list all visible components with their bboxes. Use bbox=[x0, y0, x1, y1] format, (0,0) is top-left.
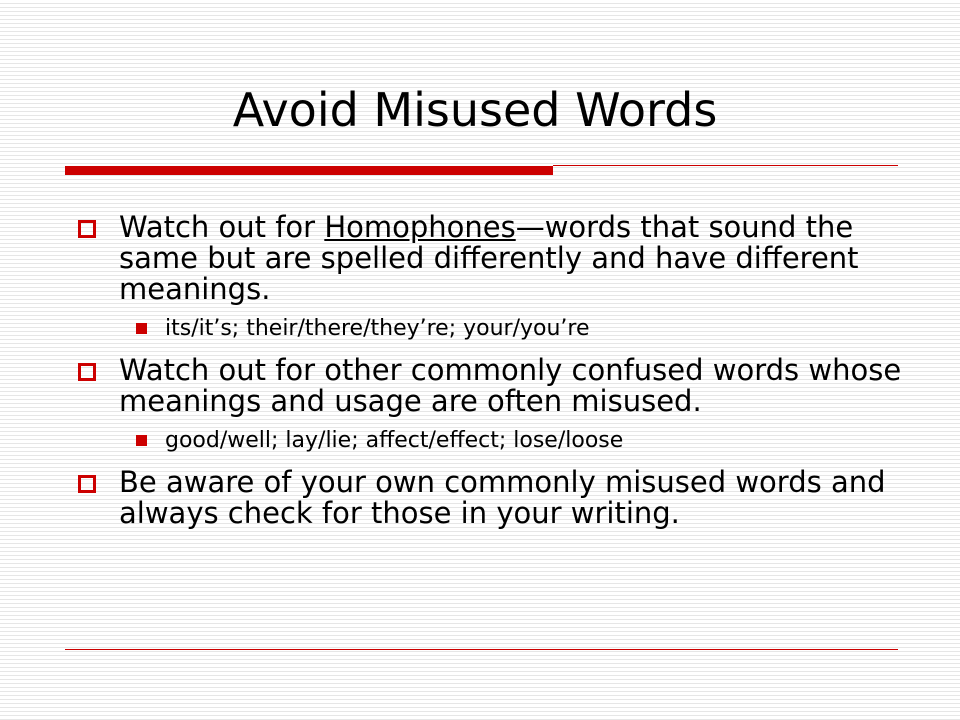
hollow-square-bullet-icon bbox=[78, 363, 96, 381]
filled-square-bullet-icon bbox=[136, 323, 147, 334]
sub-bullet-text: good/well; lay/lie; affect/effect; lose/loose bbox=[165, 428, 624, 453]
title-underline-thin bbox=[553, 165, 898, 166]
slide-body bbox=[75, 212, 905, 539]
bullet-homophones bbox=[75, 212, 905, 305]
sub-bullet-homophone-examples bbox=[75, 315, 905, 343]
sub-bullet-text: its/it’s; their/there/they’re; your/you’re bbox=[165, 316, 590, 341]
homophones-underlined-term: Homophones bbox=[324, 210, 516, 244]
sub-bullet-confused-examples bbox=[75, 427, 905, 455]
bullet-text: Be aware of your own commonly misused words and always check for those in your writing. bbox=[119, 465, 886, 530]
bullet-own-misused-words bbox=[75, 467, 905, 529]
bullet-text-suffix: —words that sound the same but are spelled differently and have different meanings. bbox=[119, 210, 859, 306]
hollow-square-bullet-icon bbox=[78, 475, 96, 493]
bullet-confused-words bbox=[75, 355, 905, 417]
hollow-square-bullet-icon bbox=[78, 220, 96, 238]
filled-square-bullet-icon bbox=[136, 435, 147, 446]
bullet-text: Watch out for other commonly confused words whose meanings and usage are often misused. bbox=[119, 353, 902, 418]
slide-title: Avoid Misused Words bbox=[232, 83, 718, 137]
title-underline-thick bbox=[65, 166, 553, 175]
bullet-text-prefix: Watch out for bbox=[119, 210, 325, 244]
footer-rule bbox=[65, 649, 898, 650]
